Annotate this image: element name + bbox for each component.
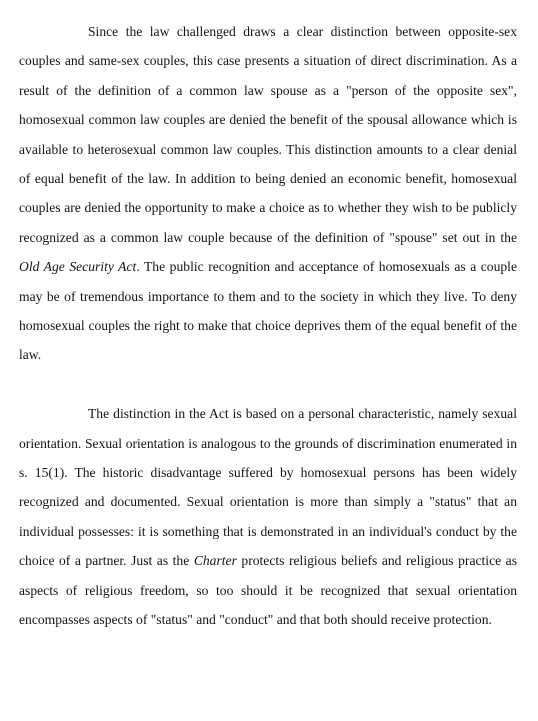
paragraph-sexual-orientation [19, 399, 517, 634]
paragraph-2-text-2: protects religious beliefs and religious practice as aspects of religious freedom, so too should it be recognized that sexual orientation encompasses aspects of "status" and "conduct" and that both should receive protection. [19, 553, 517, 628]
document-page [19, 17, 517, 635]
paragraph-2-text-1: The distinction in the Act is based on a personal characteristic, namely sexual orientation. Sexual orientation is analogous to the grounds of discrimination enumerated in s. 15(1). The historic disadvantage suffered by homosexual persons has been widely recognized and documented. Sexual orientation is more than simply a "status" that an individual possesses: it is something that is demonstrated in an individual's conduct by the choice of a partner. Just as the [19, 406, 517, 569]
paragraph-direct-discrimination [19, 17, 517, 370]
act-title-old-age-security-act: Old Age Security Act [19, 259, 137, 275]
paragraph-1-text-2: . The public recognition and acceptance of homosexuals as a couple may be of tremendous importance to them and to the society in which they live. To deny homosexual couples the right to make that choice deprives them of the equal benefit of the law. [19, 259, 517, 363]
charter-reference: Charter [193, 553, 237, 569]
paragraph-1-text-1: Since the law challenged draws a clear distinction between opposite-sex couples and same-sex couples, this case presents a situation of direct discrimination. As a result of the definition of a common law spouse as a "person of the opposite sex", homosexual common law couples are denied the benefit of the spousal allowance which is available to heterosexual common law couples. This distinction amounts to a clear denial of equal benefit of the law. In addition to being denied an economic benefit, homosexual couples are denied the opportunity to make a choice as to whether they wish to be publicly recognized as a common law couple because of the definition of "spouse" set out in the [19, 24, 517, 245]
